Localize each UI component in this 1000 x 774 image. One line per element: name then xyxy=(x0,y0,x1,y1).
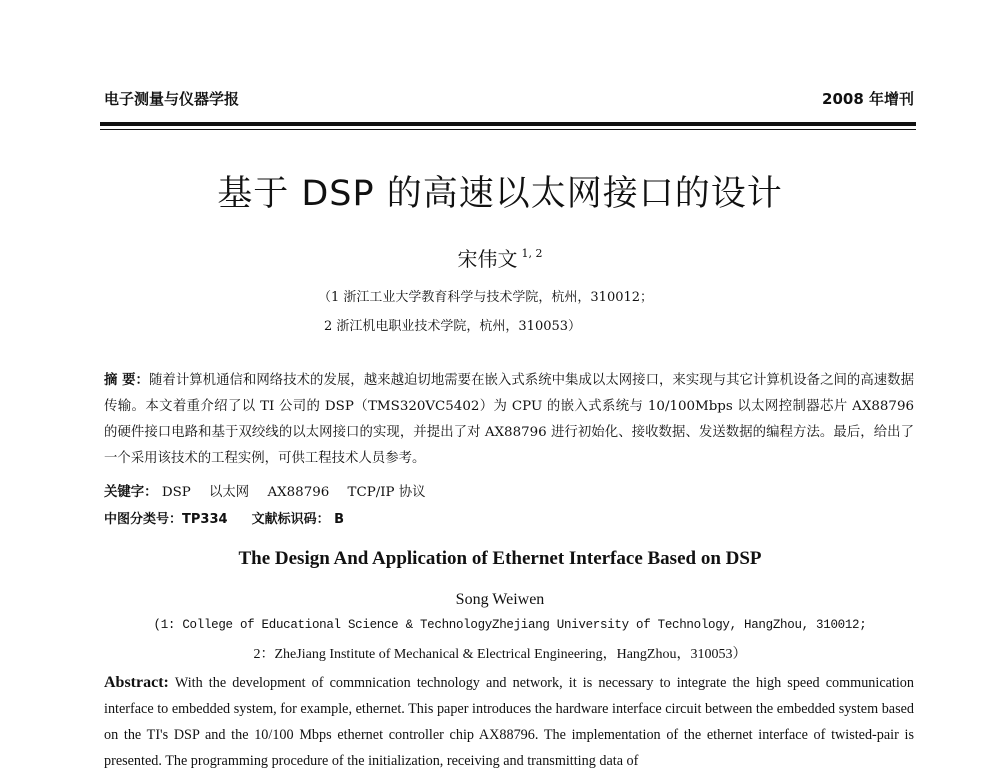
author-affil-markers: 1, 2 xyxy=(521,247,543,260)
header-rule-thick xyxy=(100,122,916,126)
keyword-item: DSP xyxy=(161,485,191,500)
affiliation-cn-2: 2 浙江机电职业技术学院，杭州，310053） xyxy=(324,319,582,334)
journal-name: 电子测量与仪器学报 xyxy=(104,90,240,108)
header-rule-thin xyxy=(100,129,916,130)
keyword-item: TCP/IP 协议 xyxy=(347,485,426,500)
doc-code-value: B xyxy=(334,512,345,527)
running-head xyxy=(104,88,914,110)
affiliation-en-2: 2：ZheJiang Institute of Mechanical & Electrical Engineering，HangZhou，310053） xyxy=(253,647,747,662)
classification-line xyxy=(104,508,344,527)
abstract-cn xyxy=(104,368,914,472)
keyword-item: 以太网 xyxy=(209,485,250,500)
abstract-en-label: Abstract: xyxy=(104,674,169,691)
clc-value: TP334 xyxy=(182,512,228,527)
affiliation-cn-1: （1 浙江工业大学教育科学与技术学院，杭州，310012； xyxy=(318,290,654,305)
paper-title-cn: 基于 DSP 的高速以太网接口的设计 xyxy=(217,174,783,214)
affiliation-en-1: (1: College of Educational Science & TechnologyZhejiang University of Technology, HangZhou, 310012; xyxy=(153,618,867,632)
doc-code-label: 文献标识码： xyxy=(251,512,330,527)
author-name-cn: 宋伟文 xyxy=(457,247,518,271)
keywords-cn xyxy=(104,481,440,500)
keywords-label: 关键字： xyxy=(104,485,158,500)
author-en: Song Weiwen xyxy=(455,591,545,608)
abstract-en xyxy=(104,670,914,774)
clc-label: 中图分类号： xyxy=(104,512,183,527)
abstract-cn-label: 摘 要： xyxy=(104,373,149,388)
issue-label: 2008 年增刊 xyxy=(822,90,914,108)
author-cn xyxy=(0,243,1000,272)
paper-title-en: The Design And Application of Ethernet Interface Based on DSP xyxy=(238,548,762,569)
abstract-cn-text: 随着计算机通信和网络技术的发展，越来越迫切地需要在嵌入式系统中集成以太网接口，来实现与其它计算机设备之间的高速数据传输。本文着重介绍了以 TI 公司的 DSP（TMS320VC5402）为 CPU 的嵌入式系统与 10/100Mbps 以太网控制器芯片 AX88796 的硬件接口电路和基于双绞线的以太网接口的实现，并提出了对 AX88796 进行初始化、接收数据、发送数据的编程方法。最后，给出了一个采用该技术的工程实例，可供工程技术人员参考。 xyxy=(104,373,914,466)
keyword-item: AX88796 xyxy=(267,485,330,500)
abstract-en-text: With the development of commnication technology and network, it is necessary to integrate the high speed communication interface to embedded system, for example, ethernet. This paper introduces the hardware interface circuit between the embedded system based on the TI's DSP and the 10/100 Mbps ethernet controller chip AX88796. The implementation of the ethernet interface of twisted-pair is presented. The programming procedure of the initialization, receiving and transmitting data of xyxy=(104,675,914,769)
